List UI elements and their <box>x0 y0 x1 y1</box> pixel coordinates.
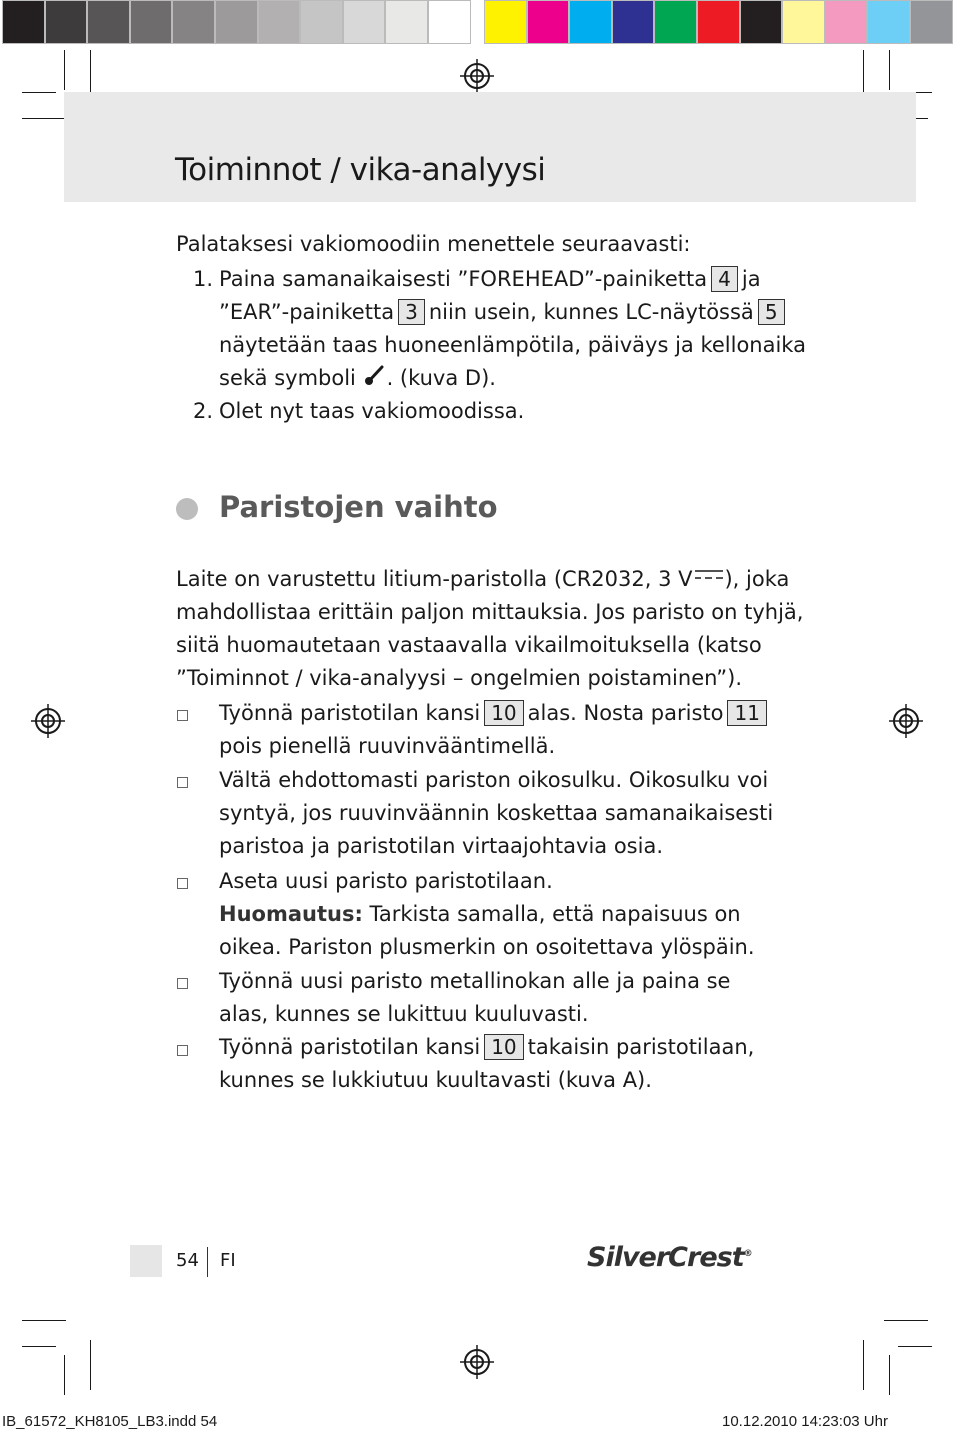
color-swatch <box>910 0 953 44</box>
color-swatch <box>385 0 428 44</box>
intro-lead: Palataksesi vakiomoodiin menettele seuraavasti: <box>176 232 691 256</box>
crop-mark <box>889 1355 890 1395</box>
color-swatch <box>45 0 88 44</box>
color-swatch <box>654 0 697 44</box>
bullet-line: alas, kunnes se lukittuu kuuluvasti. <box>219 1002 589 1026</box>
registration-mark-icon <box>889 704 923 738</box>
crop-mark <box>863 1340 864 1390</box>
bullet-line: Työnnä paristotilan kansi 10 takaisin paristotilaan, <box>219 1035 755 1059</box>
ref-box: 10 <box>484 700 523 726</box>
color-swatch <box>740 0 783 44</box>
color-swatch <box>130 0 173 44</box>
checkbox-bullet-icon <box>177 978 188 989</box>
color-swatch <box>484 0 527 44</box>
step-number: 2. <box>193 399 214 423</box>
step-line: Paina samanaikaisesti ”FOREHEAD”-painiketta 4 ja <box>219 267 761 291</box>
color-swatch <box>428 0 471 44</box>
color-swatch <box>569 0 612 44</box>
crop-mark <box>90 1340 91 1390</box>
crop-mark <box>898 1346 932 1347</box>
bullet-line: Työnnä uusi paristo metallinokan alle ja paina se <box>219 969 731 993</box>
bullet-line: paristoa ja paristotilan virtaajohtavia osia. <box>219 834 663 858</box>
crop-mark <box>64 50 65 90</box>
color-swatch <box>258 0 301 44</box>
registration-mark-icon <box>460 59 494 93</box>
crop-mark <box>22 1346 56 1347</box>
color-swatch <box>612 0 655 44</box>
para-line: mahdollistaa erittäin paljon mittauksia. Jos paristo on tyhjä, <box>176 600 804 624</box>
page-title: Toiminnot / vika-analyysi <box>175 152 546 188</box>
registration-mark-icon <box>31 704 65 738</box>
color-swatch <box>782 0 825 44</box>
ref-box: 10 <box>484 1034 523 1060</box>
process-color-bar <box>484 0 953 46</box>
step-line: ”EAR”-painiketta 3 niin usein, kunnes LC-näytössä 5 <box>219 296 789 329</box>
footer-divider <box>207 1247 208 1277</box>
para-line: Laite on varustettu litium-paristolla (CR2032, 3 V ), joka <box>176 567 790 591</box>
bullet-line: Vältä ehdottomasti pariston oikosulku. Oikosulku voi <box>219 768 769 792</box>
para-line: siitä huomautetaan vastaavalla vikailmoituksella (katso <box>176 633 762 657</box>
color-swatch <box>2 0 45 44</box>
note-label: Huomautus: <box>219 902 363 926</box>
gray-color-bar <box>2 0 471 46</box>
checkbox-bullet-icon <box>177 710 188 721</box>
bullet-line: syntyä, jos ruuvinväännin koskettaa samanaikaisesti <box>219 801 774 825</box>
bullet-line: Aseta uusi paristo paristotilaan. <box>219 869 553 893</box>
crop-mark <box>884 1320 928 1321</box>
step-line: Olet nyt taas vakiomoodissa. <box>219 399 525 423</box>
step-line: näytetään taas huoneenlämpötila, päiväys ja kellonaika <box>219 333 806 357</box>
brand-logo: SilverCrest® <box>587 1242 752 1273</box>
footer-tab <box>130 1245 162 1277</box>
color-swatch <box>300 0 343 44</box>
step-line: sekä symboli . (kuva D). <box>219 362 496 395</box>
crop-mark <box>22 118 66 119</box>
para-line: ”Toiminnot / vika-analyysi – ongelmien poistaminen”). <box>176 666 743 690</box>
crop-mark <box>889 50 890 90</box>
page-number: 54 <box>176 1250 199 1271</box>
bullet-line: oikea. Pariston plusmerkin on osoitettava ylöspäin. <box>219 935 755 959</box>
registration-mark-icon <box>460 1345 494 1379</box>
color-swatch <box>527 0 570 44</box>
crop-mark <box>64 1355 65 1395</box>
thermometer-icon <box>363 363 387 387</box>
crop-mark <box>22 92 56 93</box>
checkbox-bullet-icon <box>177 1045 188 1056</box>
dc-voltage-icon <box>694 568 724 582</box>
checkbox-bullet-icon <box>177 878 188 889</box>
slug-filename: IB_61572_KH8105_LB3.indd 54 <box>2 1413 218 1430</box>
step-number: 1. <box>193 267 214 291</box>
bullet-line: Työnnä paristotilan kansi 10 alas. Nosta paristo 11 <box>219 697 771 730</box>
bullet-line: kunnes se lukkiutuu kuultavasti (kuva A). <box>219 1068 652 1092</box>
crop-mark <box>22 1320 66 1321</box>
color-swatch <box>343 0 386 44</box>
color-swatch <box>867 0 910 44</box>
color-swatch <box>172 0 215 44</box>
color-swatch <box>825 0 868 44</box>
slug-datetime: 10.12.2010 14:23:03 Uhr <box>722 1413 888 1430</box>
color-swatch <box>87 0 130 44</box>
bullet-line: Huomautus: Tarkista samalla, että napaisuus on <box>219 902 741 926</box>
checkbox-bullet-icon <box>177 777 188 788</box>
bullet-line: pois pienellä ruuvinvääntimellä. <box>219 734 556 758</box>
section-bullet-icon <box>176 498 198 520</box>
ref-box: 4 <box>711 266 738 292</box>
language-code: FI <box>220 1250 236 1271</box>
ref-box: 3 <box>398 299 425 325</box>
section-title: Paristojen vaihto <box>219 490 498 524</box>
color-swatch <box>215 0 258 44</box>
color-swatch <box>697 0 740 44</box>
ref-box: 11 <box>727 700 766 726</box>
ref-box: 5 <box>758 299 785 325</box>
